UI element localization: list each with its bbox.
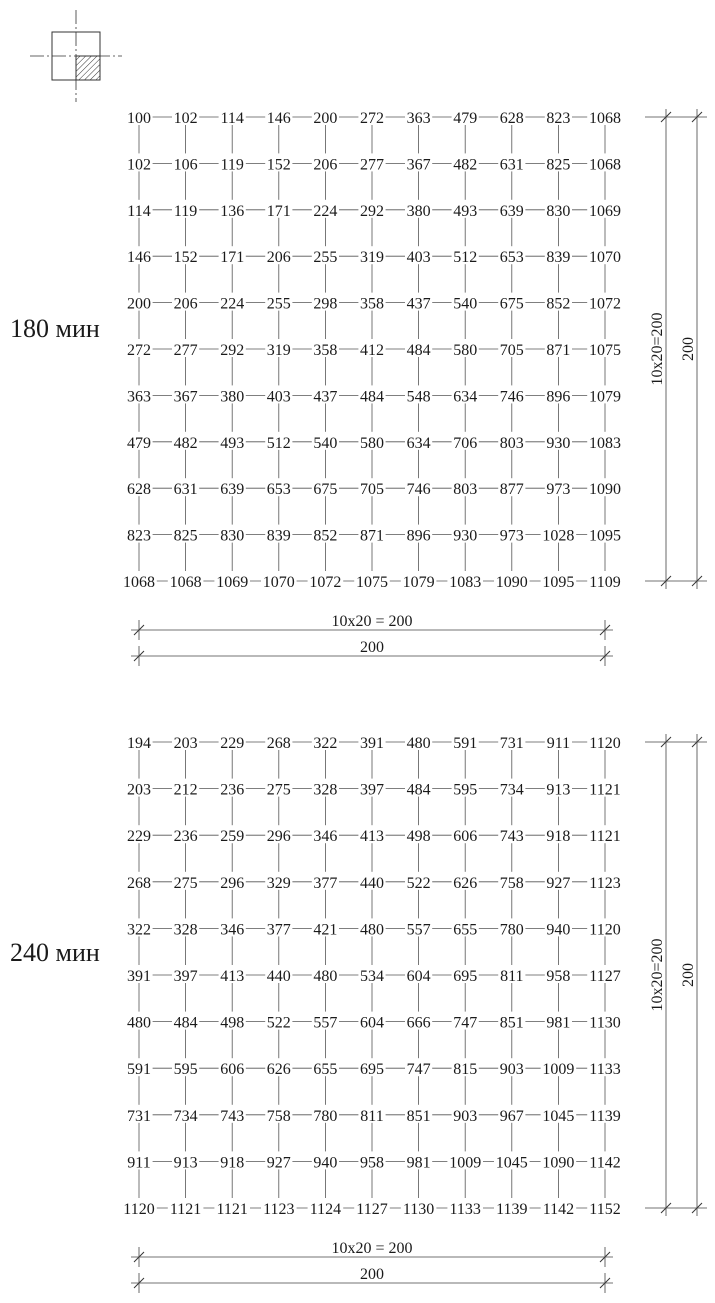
grid-value: 275	[173, 874, 198, 892]
grid-value: 367	[173, 388, 198, 406]
grid-value: 1133	[449, 1201, 481, 1218]
grid-value: 328	[313, 781, 338, 799]
grid-value: 292	[220, 342, 245, 359]
grid-value: 206	[313, 156, 338, 174]
grid-value: 391	[360, 735, 384, 752]
grid-value: 277	[360, 156, 384, 174]
panel-240-min	[10, 732, 707, 1293]
grid-value: 296	[266, 828, 291, 846]
grid-value: 1095	[542, 574, 575, 591]
grid-value: 119	[220, 156, 244, 174]
grid-value: 591	[127, 1061, 151, 1079]
grid-value: 557	[406, 921, 431, 939]
grid-value: 397	[173, 968, 198, 985]
grid-value: 437	[406, 295, 431, 313]
grid-value: 1009	[449, 1154, 482, 1172]
grid-value: 758	[499, 874, 524, 892]
grid-value: 1090	[542, 1154, 575, 1172]
grid-value: 731	[499, 735, 524, 752]
grid-value: 930	[453, 527, 478, 545]
grid-value: 100	[127, 110, 151, 127]
grid-value: 918	[546, 828, 571, 846]
grid-value: 706	[453, 434, 478, 452]
grid-value: 102	[173, 110, 198, 127]
grid-value: 896	[406, 527, 431, 545]
grid-value: 277	[173, 342, 198, 359]
grid-value: 1045	[495, 1154, 528, 1172]
grid-value: 380	[220, 388, 245, 406]
grid-value: 479	[453, 110, 478, 127]
grid-value: 534	[360, 968, 384, 985]
grid-value: 1142	[542, 1201, 575, 1218]
grid-value: 746	[406, 481, 431, 499]
grid-value: 346	[313, 828, 338, 846]
grid-value: 498	[406, 828, 431, 846]
grid-value: 206	[266, 249, 291, 267]
grid-value: 1127	[589, 968, 621, 985]
grid-value: 940	[546, 921, 571, 939]
grid-value: 918	[220, 1154, 245, 1172]
grid-value: 655	[453, 921, 478, 939]
grid-value: 1133	[589, 1061, 621, 1079]
grid-value: 631	[499, 156, 524, 174]
grid-value: 839	[266, 527, 291, 545]
grid-value: 973	[546, 481, 571, 499]
grid-value: 639	[220, 481, 245, 499]
grid-value: 1121	[216, 1201, 248, 1218]
grid-value: 329	[266, 874, 291, 892]
grid-value: 275	[266, 781, 291, 799]
grid-value: 272	[360, 110, 384, 127]
grid-value: 815	[453, 1061, 478, 1079]
grid-value: 675	[313, 481, 338, 499]
grid-value: 639	[499, 202, 524, 220]
grid-value: 823	[127, 527, 151, 545]
grid-value: 522	[266, 1014, 291, 1032]
grid-value: 911	[546, 735, 571, 752]
grid-value: 747	[453, 1014, 478, 1032]
dim-bottom-outer-text: 200	[360, 639, 384, 656]
grid-value: 292	[360, 202, 384, 220]
dim-side-outer-text: 200	[680, 963, 697, 987]
grid-value: 403	[406, 249, 431, 267]
grid-value: 268	[127, 874, 151, 892]
grid-value: 1075	[589, 342, 621, 359]
grid-value: 229	[127, 828, 151, 846]
grid-value: 1069	[216, 574, 249, 591]
grid-value: 871	[546, 342, 571, 359]
grid-value: 1130	[589, 1014, 621, 1032]
grid-value: 403	[266, 388, 291, 406]
grid-value: 967	[499, 1107, 524, 1125]
grid-value: 653	[266, 481, 291, 499]
grid-value: 1090	[589, 481, 621, 499]
grid-value: 152	[266, 156, 291, 174]
grid-value: 268	[266, 735, 291, 752]
grid-value: 479	[127, 434, 151, 452]
grid-value: 839	[546, 249, 571, 267]
grid-value: 146	[127, 249, 151, 267]
grid-value: 319	[360, 249, 384, 267]
grid-value: 319	[266, 342, 291, 359]
grid-value: 437	[313, 388, 338, 406]
grid-value: 604	[360, 1014, 384, 1032]
grid-value: 272	[127, 342, 151, 359]
grid-value: 973	[499, 527, 524, 545]
grid-value: 480	[127, 1014, 151, 1032]
grid-value: 634	[406, 434, 431, 452]
grid-value: 803	[499, 434, 524, 452]
grid-value: 1068	[589, 110, 621, 127]
grid-value: 743	[499, 828, 524, 846]
grid-value: 634	[453, 388, 478, 406]
grid-value: 830	[546, 202, 571, 220]
grid-value: 412	[360, 342, 384, 359]
grid-value: 380	[406, 202, 431, 220]
grid-value: 1083	[449, 574, 482, 591]
grid-value: 628	[499, 110, 524, 127]
grid-value: 825	[546, 156, 571, 174]
grid-value: 377	[266, 921, 291, 939]
grid-value: 413	[220, 968, 245, 985]
grid-value: 580	[360, 434, 384, 452]
grid-value: 631	[173, 481, 198, 499]
grid-value: 930	[546, 434, 571, 452]
grid-value: 746	[499, 388, 524, 406]
grid-value: 540	[313, 434, 338, 452]
grid-value: 852	[546, 295, 571, 313]
grid-value: 595	[173, 1061, 198, 1079]
grid-value: 1120	[123, 1201, 155, 1218]
grid-value: 1123	[589, 874, 621, 892]
grid-value: 146	[266, 110, 291, 127]
grid-value: 119	[173, 202, 198, 220]
grid-value: 1068	[123, 574, 155, 591]
grid-value: 695	[360, 1061, 384, 1079]
grid-value: 896	[546, 388, 571, 406]
grid-value: 346	[220, 921, 245, 939]
grid-value: 498	[220, 1014, 245, 1032]
grid-value: 259	[220, 828, 245, 846]
grid-value: 1072	[589, 295, 621, 313]
grid-value: 1075	[356, 574, 388, 591]
grid-value: 397	[360, 781, 384, 799]
grid-value: 484	[406, 342, 431, 359]
grid-value: 413	[360, 828, 384, 846]
grid-value: 913	[173, 1154, 198, 1172]
grid-value: 1079	[402, 574, 435, 591]
grid-value: 595	[453, 781, 478, 799]
grid-value: 171	[266, 202, 291, 220]
section-key-icon	[30, 10, 122, 102]
grid-value: 734	[173, 1107, 198, 1125]
grid-value: 604	[406, 968, 431, 985]
grid-value: 851	[499, 1014, 524, 1032]
grid-value: 705	[499, 342, 524, 359]
grid-value: 200	[313, 110, 338, 127]
grid-value: 1068	[169, 574, 202, 591]
grid-value: 512	[266, 434, 291, 452]
grid-value: 1120	[589, 735, 621, 752]
grid-value: 358	[313, 342, 338, 359]
grid-value: 200	[127, 295, 151, 313]
grid-value: 803	[453, 481, 478, 499]
grid-value: 106	[173, 156, 198, 174]
grid-value: 203	[127, 781, 151, 799]
grid-value: 591	[453, 735, 478, 752]
grid-value: 811	[500, 968, 524, 985]
dim-bottom-inner-text: 10x20 = 200	[331, 1240, 413, 1257]
grid-value: 958	[546, 968, 571, 985]
grid-value: 981	[546, 1014, 571, 1032]
grid-value: 1068	[589, 156, 621, 174]
dim-side-inner-text: 10x20=200	[649, 312, 666, 386]
grid-value: 493	[220, 434, 245, 452]
grid-value: 236	[173, 828, 198, 846]
grid-value: 1142	[589, 1154, 621, 1172]
grid-value: 911	[127, 1154, 151, 1172]
grid-value: 851	[406, 1107, 431, 1125]
grid-value: 1152	[589, 1201, 621, 1218]
dim-side-inner-text: 10x20=200	[649, 938, 666, 1012]
grid-value: 877	[499, 481, 524, 499]
grid-value: 1069	[589, 202, 621, 220]
grid-value: 548	[406, 388, 431, 406]
grid-value: 484	[173, 1014, 198, 1032]
grid-value: 675	[499, 295, 524, 313]
grid-value: 114	[127, 202, 151, 220]
panel-180-min	[10, 107, 707, 666]
grid-value: 903	[453, 1107, 478, 1125]
dim-bottom-outer-text: 200	[360, 1266, 384, 1283]
grid-value: 758	[266, 1107, 291, 1125]
grid-value: 1130	[402, 1201, 435, 1218]
grid-value: 540	[453, 295, 478, 313]
grid-value: 606	[220, 1061, 245, 1079]
grid-value: 298	[313, 295, 338, 313]
grid-value: 1070	[589, 249, 621, 267]
grid-value: 871	[360, 527, 384, 545]
grid-value: 811	[360, 1107, 384, 1125]
dim-side-outer-text: 200	[680, 337, 697, 361]
grid-value: 1139	[496, 1201, 528, 1218]
grid-value: 981	[406, 1154, 431, 1172]
grid-value: 391	[127, 968, 151, 985]
grid-value: 927	[546, 874, 571, 892]
grid-value: 666	[406, 1014, 431, 1032]
grid-value: 296	[220, 874, 245, 892]
grid-value: 653	[499, 249, 524, 267]
grid-value: 136	[220, 202, 245, 220]
grid-value: 171	[220, 249, 245, 267]
grid-value: 1121	[589, 781, 621, 799]
grid-value: 830	[220, 527, 245, 545]
grid-value: 114	[220, 110, 244, 127]
grid-value: 255	[313, 249, 338, 267]
grid-value: 958	[360, 1154, 384, 1172]
grid-value: 512	[453, 249, 478, 267]
grid-value: 322	[127, 921, 151, 939]
grid-value: 557	[313, 1014, 338, 1032]
grid-value: 255	[266, 295, 291, 313]
grid-value: 493	[453, 202, 478, 220]
grid-value: 1121	[169, 1201, 202, 1218]
grid-value: 743	[220, 1107, 245, 1125]
grid-value: 522	[406, 874, 431, 892]
grid-value: 734	[499, 781, 524, 799]
grid-value: 903	[499, 1061, 524, 1079]
grid-value: 363	[406, 110, 431, 127]
grid-value: 780	[499, 921, 524, 939]
grid-value: 1079	[589, 388, 621, 406]
grid-value: 626	[266, 1061, 291, 1079]
grid-value: 823	[546, 110, 571, 127]
grid-value: 224	[313, 202, 338, 220]
grid-value: 606	[453, 828, 478, 846]
grid-value: 1127	[356, 1201, 388, 1218]
grid-value: 1139	[589, 1107, 621, 1125]
grid-value: 780	[313, 1107, 338, 1125]
grid-value: 421	[313, 921, 338, 939]
grid-value: 1109	[589, 574, 621, 591]
grid-value: 328	[173, 921, 198, 939]
grid-value: 852	[313, 527, 338, 545]
grid-value: 482	[453, 156, 478, 174]
grid-value: 440	[360, 874, 384, 892]
grid-value: 913	[546, 781, 571, 799]
grid-value: 152	[173, 249, 198, 267]
grid-value: 695	[453, 968, 478, 985]
panel-label: 240 мин	[10, 938, 100, 967]
grid-value: 484	[406, 781, 431, 799]
grid-value: 1090	[495, 574, 528, 591]
grid-value: 480	[406, 735, 431, 752]
grid-value: 1028	[542, 527, 575, 545]
grid-value: 1121	[589, 828, 621, 846]
grid-value: 626	[453, 874, 478, 892]
grid-value: 480	[313, 968, 338, 985]
dim-bottom-inner-text: 10x20 = 200	[331, 613, 413, 630]
grid-value: 367	[406, 156, 431, 174]
grid-value: 580	[453, 342, 478, 359]
grid-value: 482	[173, 434, 198, 452]
grid-value: 377	[313, 874, 338, 892]
grid-value: 1072	[309, 574, 342, 591]
grid-value: 224	[220, 295, 245, 313]
panel-label: 180 мин	[10, 314, 100, 343]
grid-value: 1124	[309, 1201, 342, 1218]
grid-value: 1123	[263, 1201, 295, 1218]
grid-value: 1120	[589, 921, 621, 939]
grid-value: 212	[173, 781, 198, 799]
grid-value: 1009	[542, 1061, 575, 1079]
grid-value: 1083	[589, 434, 621, 452]
grid-value: 322	[313, 735, 338, 752]
grid-value: 229	[220, 735, 245, 752]
grid-value: 194	[127, 735, 151, 752]
grid-value: 203	[173, 735, 198, 752]
grid-value: 655	[313, 1061, 338, 1079]
grid-value: 236	[220, 781, 245, 799]
grid-value: 440	[266, 968, 291, 985]
grid-value: 705	[360, 481, 384, 499]
grid-value: 747	[406, 1061, 431, 1079]
grid-value: 825	[173, 527, 198, 545]
grid-value: 480	[360, 921, 384, 939]
grid-value: 731	[127, 1107, 151, 1125]
grid-value: 1095	[589, 527, 621, 545]
grid-value: 940	[313, 1154, 338, 1172]
grid-value: 927	[266, 1154, 291, 1172]
grid-value: 1045	[542, 1107, 575, 1125]
grid-value: 102	[127, 156, 151, 174]
grid-value: 358	[360, 295, 384, 313]
grid-value: 206	[173, 295, 198, 313]
grid-value: 1070	[262, 574, 295, 591]
grid-value: 484	[360, 388, 384, 406]
grid-value: 628	[127, 481, 151, 499]
grid-value: 363	[127, 388, 151, 406]
